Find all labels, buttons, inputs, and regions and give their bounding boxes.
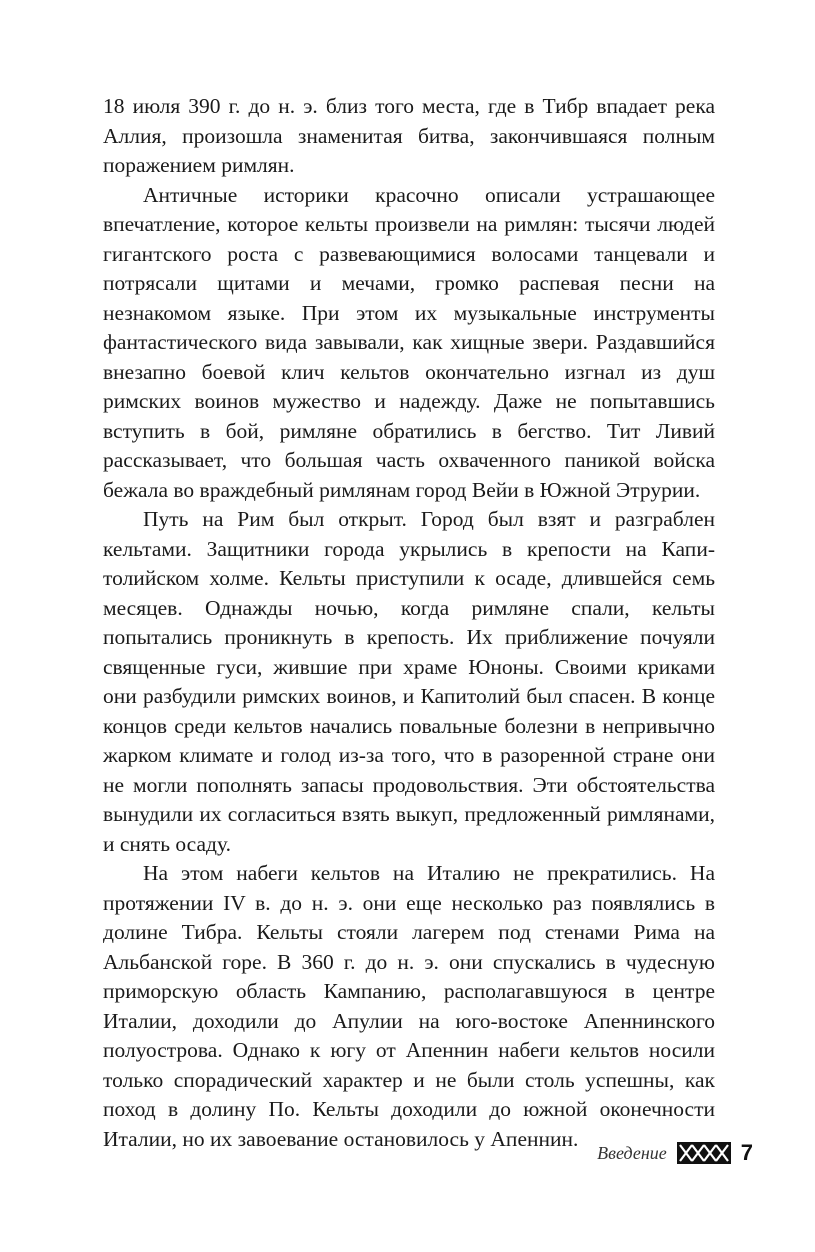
paragraph-1: 18 июля 390 г. до н. э. близ того места, где в Тибр впадает река Аллия, произошла знаменитая битва, закончившаяся полным поражением римлян. [103, 94, 715, 177]
page-footer [597, 1140, 753, 1166]
paragraph-3: Путь на Рим был открыт. Город был взят и разграблен кельтами. Защитники города укрылись в крепости на Капитолийском холме. Кельты приступили к осаде, длившейся семь месяцев. Однажды ночью, когда римляне спали, кельты попытались проникнуть в крепость. Их приближение почуяли священные гуси, жившие при храме Юноны. Своими криками они разбудили римских воинов, и Капитолий был спасен. В конце концов среди кельтов начались повальные болезни в непривычно жарком климате и голод из-за того, что в разоренной стране они не могли пополнять запасы продовольствия. Эти обстоятельства вынудили их согласиться взять выкуп, предложенный римлянами, и снять осаду. [103, 507, 715, 856]
paragraph-2: Античные историки красочно описали устрашающее впечатление, которое кельты произвели на римлян: тысячи людей гигантского роста с развевающимися волосами танцевали и потрясали щитами и мечами, громко распевая песни на незнакомом языке. При этом их музыкальные инструменты фантастического вида завывали, как хищные звери. Раздавшийся внезапно боевой клич кельтов окончательно изгнал из душ римских воинов мужество и надежду. Даже не попытавшись вступить в бой, римляне обратились в бегство. Тит Ливий рассказывает, что большая часть охваченного паникой войска бежала во враждебный римлянам город Вейи в Южной Этрурии. [103, 182, 715, 502]
page-body [103, 92, 715, 1154]
page-number: 7 [740, 1140, 753, 1165]
paragraph-4: На этом набеги кельтов на Италию не прекратились. На протяжении IV в. до н. э. они еще несколько раз появлялись в долине Тибра. Кельты стояли лагерем под стенами Рима на Альбанской горе. В 360 г. до н. э. они спускались в чудесную приморскую область Кампанию, располагавшуюся в центре Италии, доходили до Апулии на юго-востоке Апеннинского полуострова. Однако к югу от Апеннин набеги кельтов носили только спорадический характер и не были столь успешны, как поход в долину По. Кельты доходили до южной оконечности Италии, но их завоевание остановилось у Апеннин. [103, 861, 715, 1151]
running-header-chapter: Введение [597, 1142, 667, 1163]
celtic-knot-icon [677, 1142, 731, 1164]
